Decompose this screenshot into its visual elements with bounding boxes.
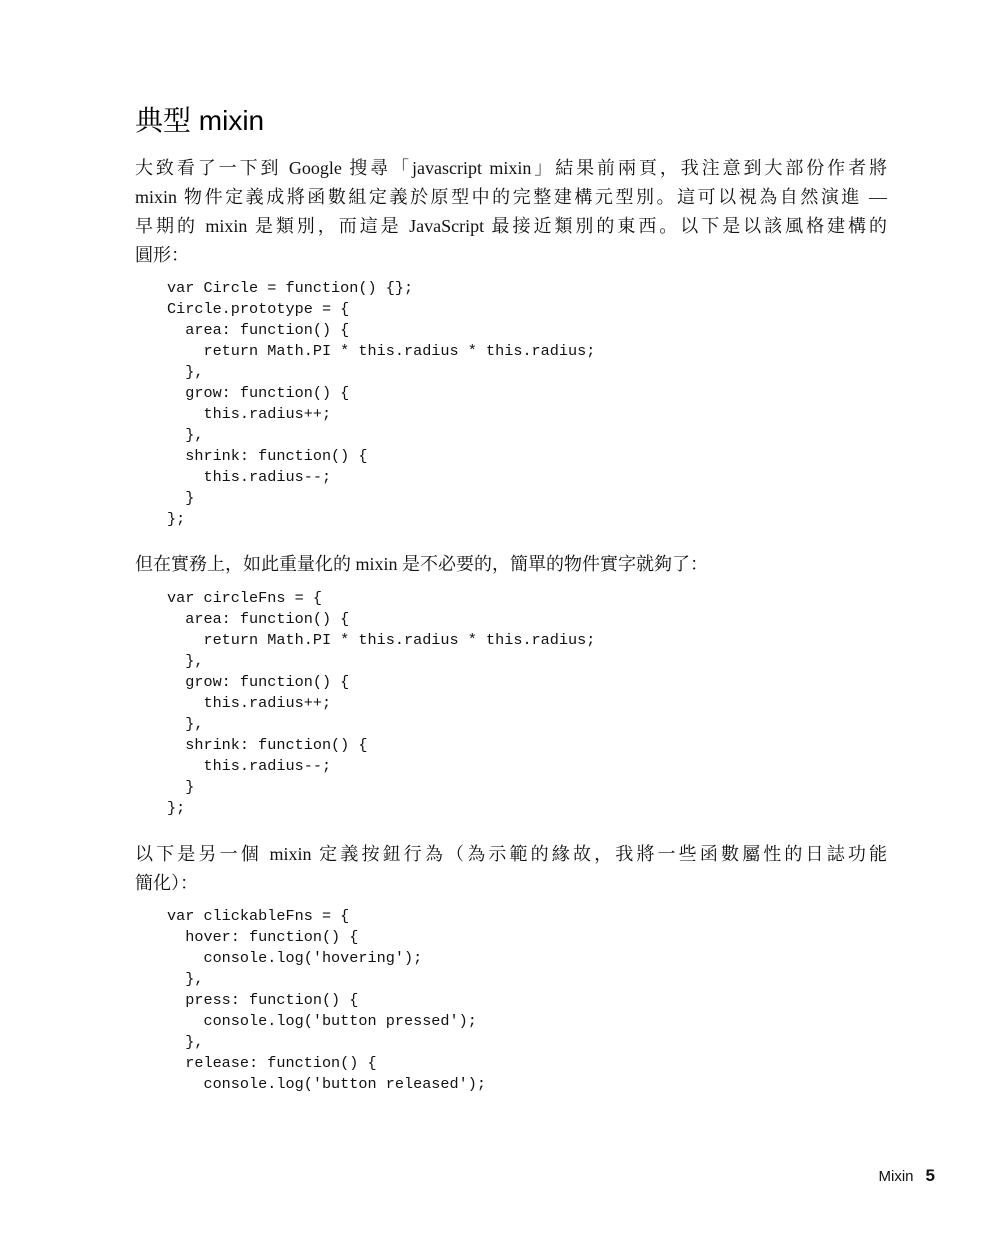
code-block <box>167 588 595 819</box>
body-paragraph <box>135 550 887 579</box>
code-line: }, <box>167 363 204 381</box>
code-line: }, <box>167 426 204 444</box>
code-line: Circle.prototype = { <box>167 300 350 318</box>
code-line: this.radius--; <box>167 468 332 486</box>
paragraph-line: 但在實務上，如此重量化的 mixin 是不必要的，簡單的物件實字就夠了： <box>135 554 708 574</box>
page-number: 5 <box>925 1166 935 1185</box>
code-line: }; <box>167 799 186 817</box>
code-line: var Circle = function() {}; <box>167 279 414 297</box>
code-block <box>167 906 486 1095</box>
code-line: press: function() { <box>167 991 359 1009</box>
code-line: var circleFns = { <box>167 589 322 607</box>
code-line: shrink: function() { <box>167 447 368 465</box>
code-line: hover: function() { <box>167 928 359 946</box>
code-line: } <box>167 778 195 796</box>
paragraph-line: 圓形： <box>135 245 189 265</box>
paragraph-line: 簡化）： <box>135 873 198 893</box>
code-line: }, <box>167 715 204 733</box>
paragraph-line: 大致看了一下到 Google 搜尋「javascript mixin」結果前兩頁，我注意到大部份作者將 <box>135 158 887 178</box>
code-line: grow: function() { <box>167 673 350 691</box>
code-block <box>167 278 595 530</box>
section-heading: 典型 mixin <box>135 105 265 136</box>
code-line: area: function() { <box>167 610 350 628</box>
code-line: shrink: function() { <box>167 736 368 754</box>
code-line: }, <box>167 1033 204 1051</box>
code-line: grow: function() { <box>167 384 350 402</box>
code-line: var clickableFns = { <box>167 907 350 925</box>
body-paragraph <box>135 840 887 898</box>
code-line: this.radius--; <box>167 757 332 775</box>
code-line: area: function() { <box>167 321 350 339</box>
paragraph-line: mixin 物件定義成將函數組定義於原型中的完整建構元型別。這可以視為自然演進 — <box>135 187 887 207</box>
body-paragraph <box>135 154 887 270</box>
page-footer <box>879 1164 935 1189</box>
paragraph-line: 以下是另一個 mixin 定義按鈕行為（為示範的緣故，我將一些函數屬性的日誌功能 <box>135 844 887 864</box>
chapter-title: Mixin <box>878 1168 914 1185</box>
code-line: console.log('button released'); <box>167 1075 486 1093</box>
code-line: console.log('button pressed'); <box>167 1012 477 1030</box>
code-line: }, <box>167 652 204 670</box>
code-line: } <box>167 489 195 507</box>
paragraph-line: 早期的 mixin 是類別，而這是 JavaScript 最接近類別的東西。以下是以該風格建構的 <box>135 216 887 236</box>
code-line: this.radius++; <box>167 405 332 423</box>
code-line: return Math.PI * this.radius * this.radius; <box>167 631 596 649</box>
code-line: return Math.PI * this.radius * this.radius; <box>167 342 596 360</box>
code-line: console.log('hovering'); <box>167 949 423 967</box>
code-line: }, <box>167 970 204 988</box>
code-line: release: function() { <box>167 1054 377 1072</box>
code-line: }; <box>167 510 186 528</box>
code-line: this.radius++; <box>167 694 332 712</box>
